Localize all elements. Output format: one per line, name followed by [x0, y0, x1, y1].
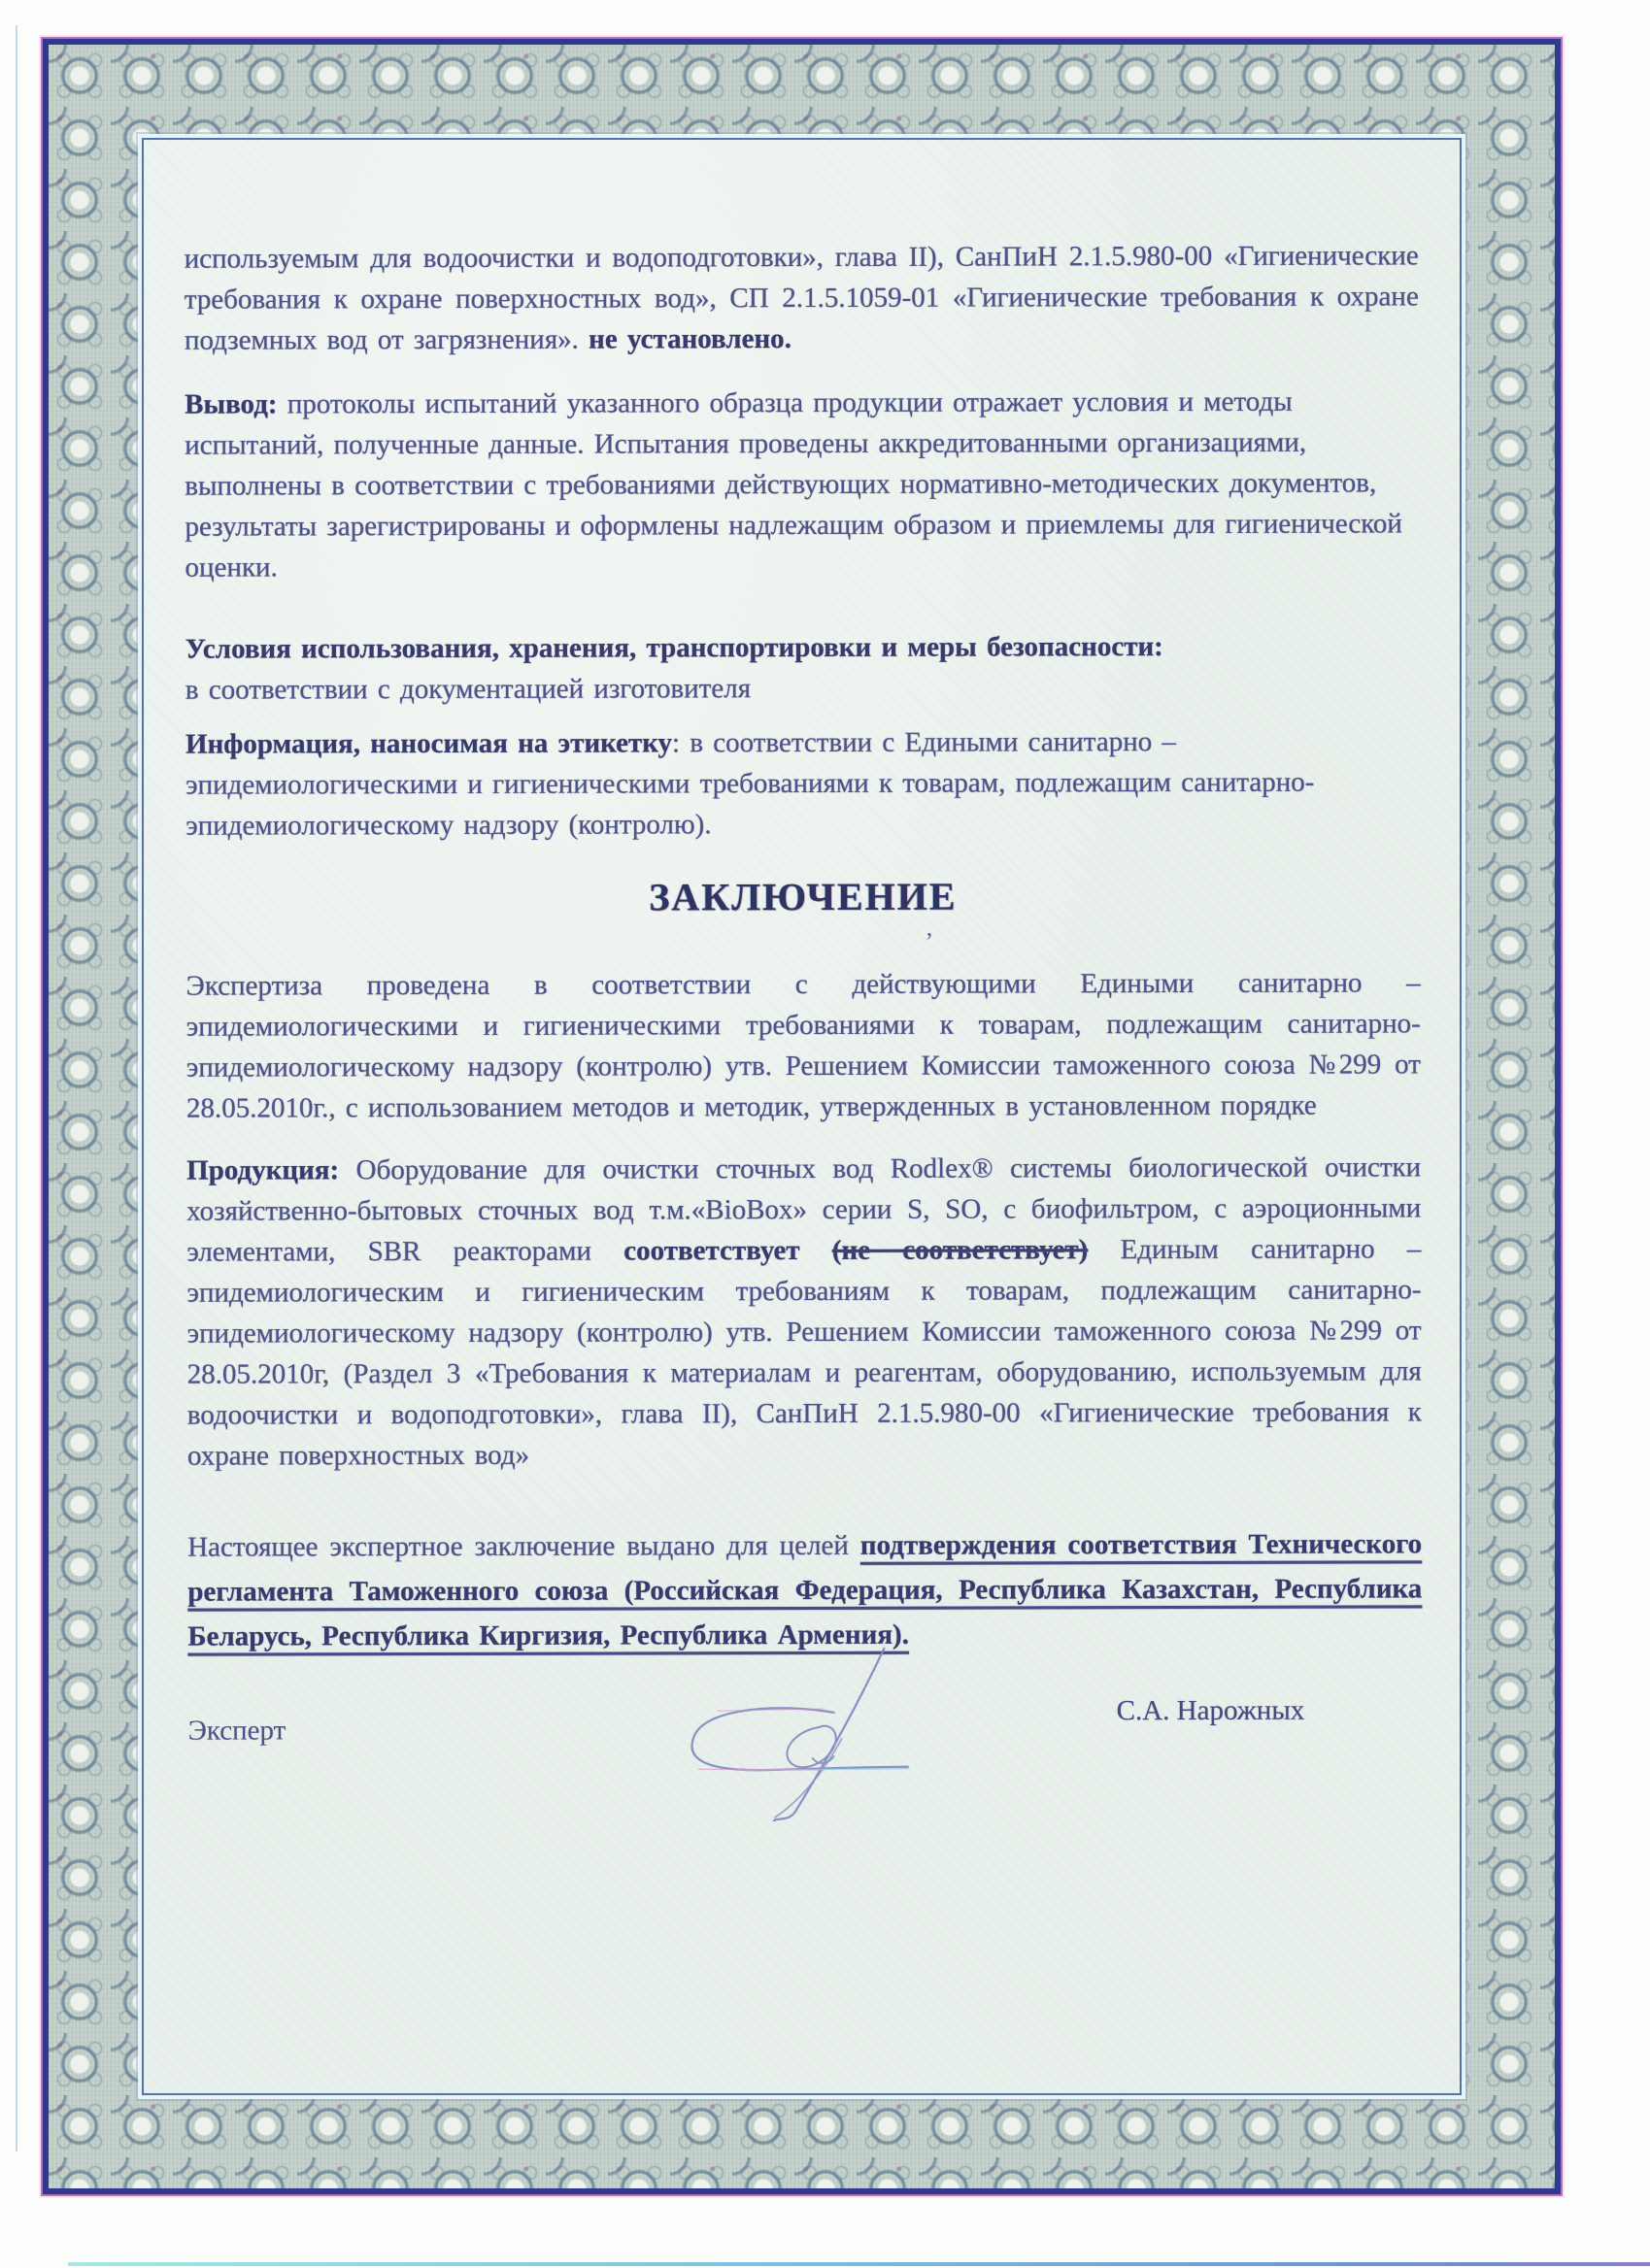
conclusion-verdict-paragraph: [185, 381, 1420, 587]
vyvod-text: протоколы испытаний указанного образца продукции отражает условия и методы испытаний, полученные данные. Испытания проведены аккредитованными организациями, выполнены в соответствии с требованиями действующих нормативно-методических документов, результаты зарегистрированы и оформлены надлежащим образом и приемлемы для гигиенической оценки.: [185, 385, 1402, 584]
product-description: Оборудование для очистки сточных вод Rodlex® системы биологической очистки хозяйственно-бытовых сточных вод т.м.«BioBox» серии S, SO, с биофильтром, с аэроционными элементами, SBR реакторами: [186, 1151, 1422, 1268]
regulations-paragraph: [185, 235, 1419, 360]
expert-label: Эксперт: [187, 1715, 286, 1747]
label-information-label: Информация, наносимая на этикетку: [185, 727, 673, 760]
ink-speck-artifact: ,: [926, 913, 933, 942]
regulations-period: .: [784, 323, 791, 355]
decorative-frame: [43, 39, 1561, 2194]
regulations-text: используемым для водоочистки и водоподготовки», глава II), СанПиН 2.1.5.980-00 «Гигиенические требования к охране поверхностных вод», СП 2.1.5.1059-01 «Гигиенические требования к охране подземных вод от загрязнения».: [184, 240, 1419, 356]
expert-signature-row: [188, 1694, 1424, 1988]
document-text-block: [185, 235, 1424, 1988]
handwritten-signature: [678, 1647, 931, 1842]
expertise-paragraph: Экспертиза проведена в соответствии с действующими Едиными санитарно – эпидемиологическими и гигиеническими требованиями к товарам, подлежащим санитарно-эпидемиологическому надзору (контролю) утв. Решением Комиссии таможенного союза №299 от 28.05.2010г., с использованием методов и методик, утвержденных в установленном порядке: [185, 967, 1421, 1124]
issuance-intro: Настоящее экспертное заключение выдано для целей: [187, 1529, 860, 1563]
product-requirements: Единым санитарно – эпидемиологическим и гигиеническим требованиям к товарам, подлежащим санитарно-эпидемиологическому надзору (контролю) утв. Решением Комиссии таможенного союза №299 от 28.05.2010г, (Раздел 3 «Требования к материалам и реагентам, оборудованию, используемым для водоочистки и водоподготовки», глава II), СанПиН 2.1.5.980-00 «Гигиенические требования к охране поверхностных вод»: [186, 1233, 1422, 1472]
issuance-purpose-paragraph: [187, 1521, 1422, 1658]
product-paragraph: [186, 1147, 1422, 1476]
product-spacer: [800, 1235, 832, 1266]
scan-line-artifact: [68, 2262, 1650, 2266]
label-information-text: : в соответствии с Едиными санитарно – эпидемиологическими и гигиеническими требованиями к товарам, подлежащим санитарно-эпидемиологическому надзору (контролю).: [185, 725, 1315, 842]
conclusion-heading: ЗАКЛЮЧЕНИЕ: [649, 874, 958, 919]
product-conforms: соответствует: [623, 1235, 800, 1267]
regulations-not-established: не установлено: [589, 323, 785, 355]
issuance-purpose-underlined: подтверждения соответствия Технического регламента Таможенного союза (Российская Федерация, Республика Казахстан, Республика Беларусь, Республика Киргизия, Республика Армения).: [187, 1528, 1423, 1652]
scan-edge-artifact: [16, 25, 17, 2151]
usage-conditions-text: в соответствии с документацией изготовителя: [185, 673, 752, 706]
vyvod-label: Вывод:: [185, 388, 278, 420]
product-not-conforms-struck: (не соответствует): [831, 1234, 1089, 1266]
usage-conditions-section: [185, 625, 1420, 710]
expert-name: С.А. Нарожных: [1116, 1694, 1305, 1727]
document-content: [142, 138, 1462, 2095]
label-information-section: [185, 720, 1420, 846]
product-label: Продукция:: [186, 1154, 340, 1186]
usage-conditions-label: Условия использования, хранения, транспортировки и меры безопасности:: [185, 631, 1163, 665]
